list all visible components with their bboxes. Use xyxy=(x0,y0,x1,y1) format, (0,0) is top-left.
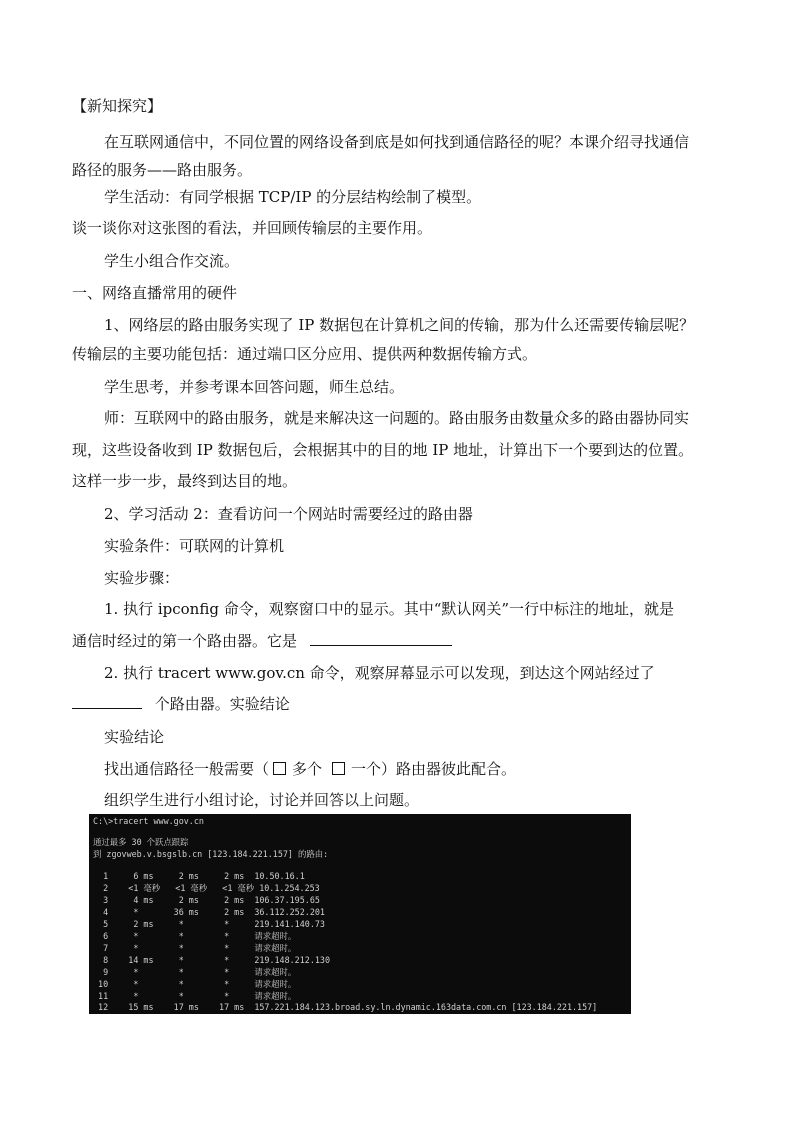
terminal-hop-4: 4 * 36 ms 2 ms 36.112.252.201 xyxy=(93,907,325,917)
step2-text: 个路由器。实验结论 xyxy=(154,695,290,713)
tracert-terminal-screenshot xyxy=(89,814,631,1014)
paragraph-routing-line1: 1、网络层的路由服务实现了 IP 数据包在计算机之间的传输，那为什么还需要传输层呢？ xyxy=(104,316,695,334)
terminal-hop-3: 3 4 ms 2 ms 2 ms 106.37.195.65 xyxy=(93,895,320,905)
paragraph-student-think: 学生思考，并参考课本回答问题，师生总结。 xyxy=(104,378,405,396)
terminal-hop-8: 8 14 ms * * 219.148.212.130 xyxy=(93,955,330,965)
paragraph-intro-line1: 在互联网通信中，不同位置的网络设备到底是如何找到通信路径的呢？本课介绍寻找通信 xyxy=(104,133,690,151)
paragraph-conclusion-choice xyxy=(104,759,736,779)
paragraph-intro-line2: 路径的服务——路由服务。 xyxy=(72,161,253,179)
terminal-command: C:\>tracert www.gov.cn xyxy=(93,816,204,826)
terminal-hop-6: 6 * * * 请求超时。 xyxy=(93,931,297,941)
checkbox-single[interactable] xyxy=(332,762,345,775)
paragraph-conditions: 实验条件：可联网的计算机 xyxy=(104,537,285,555)
terminal-hop-12: 12 15 ms 17 ms 17 ms 157.221.184.123.broad.sy.ln.dynamic.163data.com.cn [123.184.221.157] xyxy=(93,1002,598,1012)
paragraph-teacher-line3: 这样一步一步，最终到达目的地。 xyxy=(72,472,298,490)
terminal-hop-2: 2 <1 毫秒 <1 毫秒 <1 毫秒 10.1.254.253 xyxy=(93,883,320,893)
choice-prefix: 找出通信路径一般需要（ xyxy=(104,760,270,778)
terminal-hop-10: 10 * * * 请求超时。 xyxy=(93,979,297,989)
paragraph-step1-line2 xyxy=(72,631,736,651)
paragraph-group-discussion: 组织学生进行小组讨论，讨论并回答以上问题。 xyxy=(104,791,420,809)
choice-option-single: 一个）路由器彼此配合。 xyxy=(351,760,517,778)
paragraph-discussion-prompt: 谈一谈你对这张图的看法，并回顾传输层的主要作用。 xyxy=(72,219,433,237)
paragraph-teacher-line2: 现，这些设备收到 IP 数据包后，会根据其中的目的地 IP 地址，计算出下一个要到达的位置。 xyxy=(72,441,694,459)
checkbox-multiple[interactable] xyxy=(273,762,286,775)
terminal-hop-1: 1 6 ms 2 ms 2 ms 10.50.16.1 xyxy=(93,871,305,881)
paragraph-group-exchange: 学生小组合作交流。 xyxy=(104,252,240,270)
paragraph-teacher-line1: 师：互联网中的路由服务，就是来解决这一问题的。路由服务由数量众多的路由器协同实 xyxy=(104,409,690,427)
paragraph-routing-line2: 传输层的主要功能包括：通过端口区分应用、提供两种数据传输方式。 xyxy=(72,345,538,363)
paragraph-step1-line1: 1. 执行 ipconfig 命令，观察窗口中的显示。其中“默认网关”一行中标注的地址，就是 xyxy=(104,600,675,618)
paragraph-steps: 实验步骤： xyxy=(104,569,180,587)
paragraph-step2-line2 xyxy=(72,694,736,714)
terminal-info-line1: 通过最多 30 个跃点跟踪 xyxy=(93,837,189,847)
heading-hardware: 一、网络直播常用的硬件 xyxy=(72,284,238,302)
terminal-hop-11: 11 * * * 请求超时。 xyxy=(93,991,297,1001)
paragraph-student-activity: 学生活动：有同学根据 TCP/IP 的分层结构绘制了模型。 xyxy=(104,188,482,206)
step2-answer-blank[interactable] xyxy=(72,694,142,709)
step1-text: 通信时经过的第一个路由器。它是 xyxy=(72,632,298,650)
terminal-hop-7: 7 * * * 请求超时。 xyxy=(93,943,297,953)
terminal-info-line2: 到 zgovweb.v.bsgslb.cn [123.184.221.157] 的路由: xyxy=(93,849,329,859)
paragraph-activity-2: 2、学习活动 2：查看访问一个网站时需要经过的路由器 xyxy=(104,505,473,523)
step1-answer-blank[interactable] xyxy=(310,631,452,646)
terminal-hop-9: 9 * * * 请求超时。 xyxy=(93,967,297,977)
paragraph-step2-line1: 2. 执行 tracert www.gov.cn 命令，观察屏幕显示可以发现，到达这个网站经过了 xyxy=(104,664,655,682)
choice-option-multiple: 多个 xyxy=(292,760,323,778)
terminal-hop-5: 5 2 ms * * 219.141.140.73 xyxy=(93,919,325,929)
section-heading: 【新知探究】 xyxy=(72,97,163,115)
paragraph-conclusion-heading: 实验结论 xyxy=(104,728,165,746)
